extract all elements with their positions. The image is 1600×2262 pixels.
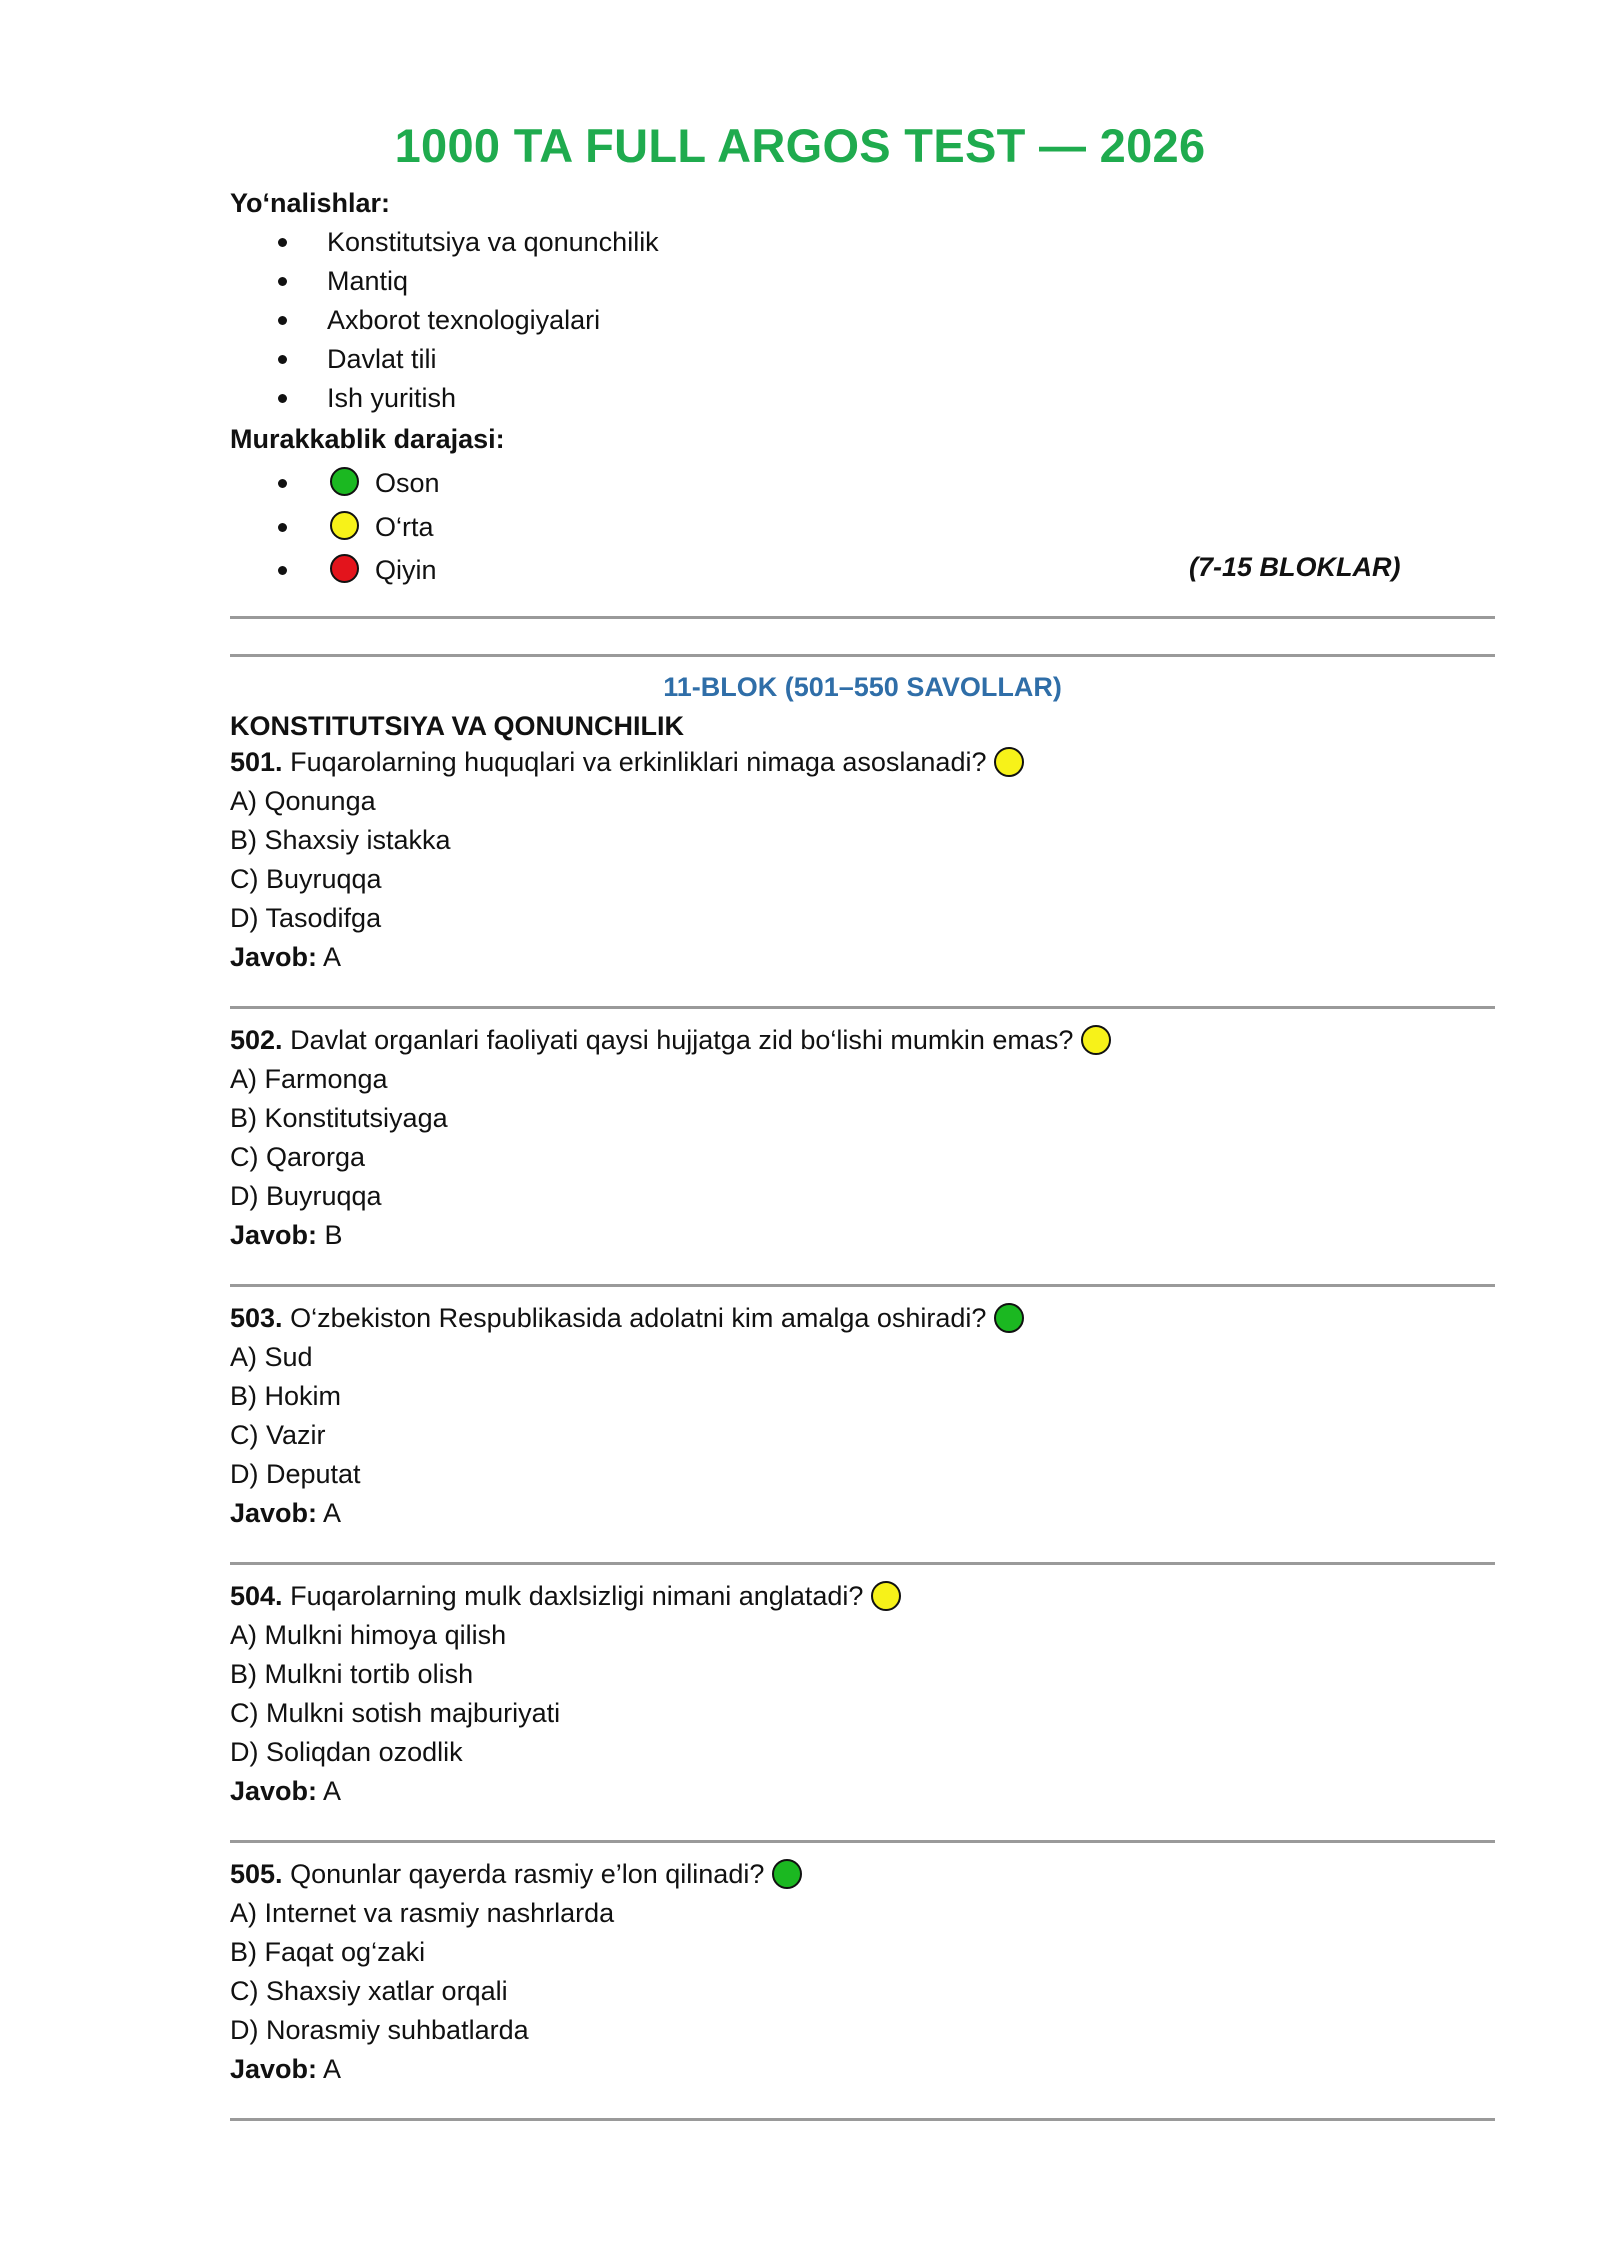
answer-value: B	[324, 1220, 343, 1250]
question-number: 501.	[230, 747, 283, 777]
question-body: Fuqarolarning mulk daxlsizligi nimani anglatadi?	[290, 1581, 864, 1611]
bullet-icon	[278, 316, 287, 325]
answer-option: C) Vazir	[230, 1420, 326, 1450]
question-number: 503.	[230, 1303, 283, 1333]
bullet-icon	[278, 479, 287, 488]
answer-label: Javob:	[230, 2054, 318, 2084]
bullet-icon	[278, 523, 287, 532]
answer-option: A) Internet va rasmiy nashrlarda	[230, 1898, 615, 1928]
answer-option: A) Farmonga	[230, 1064, 388, 1094]
yellow-circle-icon	[330, 511, 359, 540]
divider	[230, 1840, 1495, 1843]
answer-value: A	[323, 942, 342, 972]
answer-line	[230, 1220, 343, 1251]
answer-value: A	[323, 2054, 342, 2084]
answer-line	[230, 942, 341, 973]
question-text	[230, 1303, 1024, 1334]
difficulty-circle-icon	[994, 1303, 1024, 1333]
bullet-icon	[278, 355, 287, 364]
answer-line	[230, 2054, 341, 2085]
answer-line	[230, 1498, 341, 1529]
question-text	[230, 747, 1024, 778]
divider	[230, 1562, 1495, 1565]
divider	[230, 616, 1495, 619]
divider	[230, 1284, 1495, 1287]
difficulty-circle-icon	[871, 1581, 901, 1611]
directions-heading: Yo‘nalishlar:	[230, 188, 391, 218]
answer-option: A) Sud	[230, 1342, 313, 1372]
document-title: 1000 TA FULL ARGOS TEST — 2026	[394, 119, 1206, 172]
answer-option: A) Qonunga	[230, 786, 376, 816]
answer-option: D) Deputat	[230, 1459, 361, 1489]
answer-option: D) Tasodifga	[230, 903, 382, 933]
answer-label: Javob:	[230, 1498, 318, 1528]
answer-line	[230, 1776, 341, 1807]
block-title: 11-BLOK (501–550 SAVOLLAR)	[663, 672, 1062, 702]
answer-option: B) Konstitutsiyaga	[230, 1103, 448, 1133]
document-page: 1000 TA FULL ARGOS TEST — 2026 Yo‘nalishlar: Konstitutsiya va qonunchilik Mantiq Axborot texnologiyalari Davlat tili Ish yuritish Murakkablik darajasi: Oson O‘rta Qiyin (7-15 BLOKLAR) 11-BLOK (501–550 SAVOLLAR) KONSTITUTSIYA VA QONUNCHILIK 501. Fuqarolarning huquqlari va erkinliklari nimaga asoslanadi? A) Qonunga B) Shaxsiy istakka C) Buyruqqa D) Tasodifga Javob: A 502. Davlat organlari faoliyati qaysi hujjatga zid bo‘lishi mumkin emas? A) Farmonga B) Konstitutsiyaga C) Qarorga D) Buyruqqa Javob: B 503. O‘zbekiston Respublikasida adolatni kim amalga oshiradi? A) Sud B) Hokim C) Vazir D) Deputat Javob: A 504. Fuqarolarning mulk daxlsizligi nimani anglatadi? A) Mulkni himoya qilish B) Mulkni tortib olish C) Mulkni sotish majburiyati D) Soliqdan ozodlik Javob: A 505. Qonunlar qayerda rasmiy e’lon qilinadi? A) Internet va rasmiy nashrlarda B) Faqat og‘zaki C) Shaxsiy xatlar orqali D) Norasmiy suhbatlarda Javob: A	[0, 0, 1600, 2262]
answer-option: B) Hokim	[230, 1381, 342, 1411]
question-text	[230, 1025, 1111, 1056]
answer-option: B) Faqat og‘zaki	[230, 1937, 426, 1967]
divider	[230, 1006, 1495, 1009]
bullet-icon	[278, 238, 287, 247]
question-number: 504.	[230, 1581, 283, 1611]
answer-label: Javob:	[230, 942, 318, 972]
answer-option: C) Qarorga	[230, 1142, 366, 1172]
answer-value: A	[323, 1776, 342, 1806]
green-circle-icon	[330, 467, 359, 496]
answer-option: C) Mulkni sotish majburiyati	[230, 1698, 561, 1728]
answer-label: Javob:	[230, 1776, 318, 1806]
question-text	[230, 1859, 802, 1890]
difficulty-circle-icon	[994, 747, 1024, 777]
blocks-note: (7-15 BLOKLAR)	[1189, 552, 1401, 582]
answer-option: D) Soliqdan ozodlik	[230, 1737, 463, 1767]
question-number: 505.	[230, 1859, 283, 1889]
question-body: O‘zbekiston Respublikasida adolatni kim amalga oshiradi?	[290, 1303, 987, 1333]
bullet-icon	[278, 394, 287, 403]
bullet-icon	[278, 566, 287, 575]
answer-label: Javob:	[230, 1220, 318, 1250]
answer-option: D) Norasmiy suhbatlarda	[230, 2015, 529, 2045]
question-number: 502.	[230, 1025, 283, 1055]
question-body: Davlat organlari faoliyati qaysi hujjatga zid bo‘lishi mumkin emas?	[290, 1025, 1074, 1055]
answer-option: B) Shaxsiy istakka	[230, 825, 451, 855]
answer-option: D) Buyruqqa	[230, 1181, 382, 1211]
divider	[230, 2118, 1495, 2121]
answer-option: C) Shaxsiy xatlar orqali	[230, 1976, 508, 2006]
difficulty-circle-icon	[1081, 1025, 1111, 1055]
section-title: KONSTITUTSIYA VA QONUNCHILIK	[230, 711, 685, 741]
red-circle-icon	[330, 554, 359, 583]
question-body: Qonunlar qayerda rasmiy e’lon qilinadi?	[290, 1859, 765, 1889]
question-text	[230, 1581, 901, 1612]
bullet-icon	[278, 277, 287, 286]
answer-option: C) Buyruqqa	[230, 864, 382, 894]
answer-option: B) Mulkni tortib olish	[230, 1659, 474, 1689]
divider	[230, 654, 1495, 657]
difficulty-circle-icon	[772, 1859, 802, 1889]
answer-value: A	[323, 1498, 342, 1528]
question-body: Fuqarolarning huquqlari va erkinliklari nimaga asoslanadi?	[290, 747, 987, 777]
answer-option: A) Mulkni himoya qilish	[230, 1620, 507, 1650]
difficulty-heading: Murakkablik darajasi:	[230, 424, 505, 454]
